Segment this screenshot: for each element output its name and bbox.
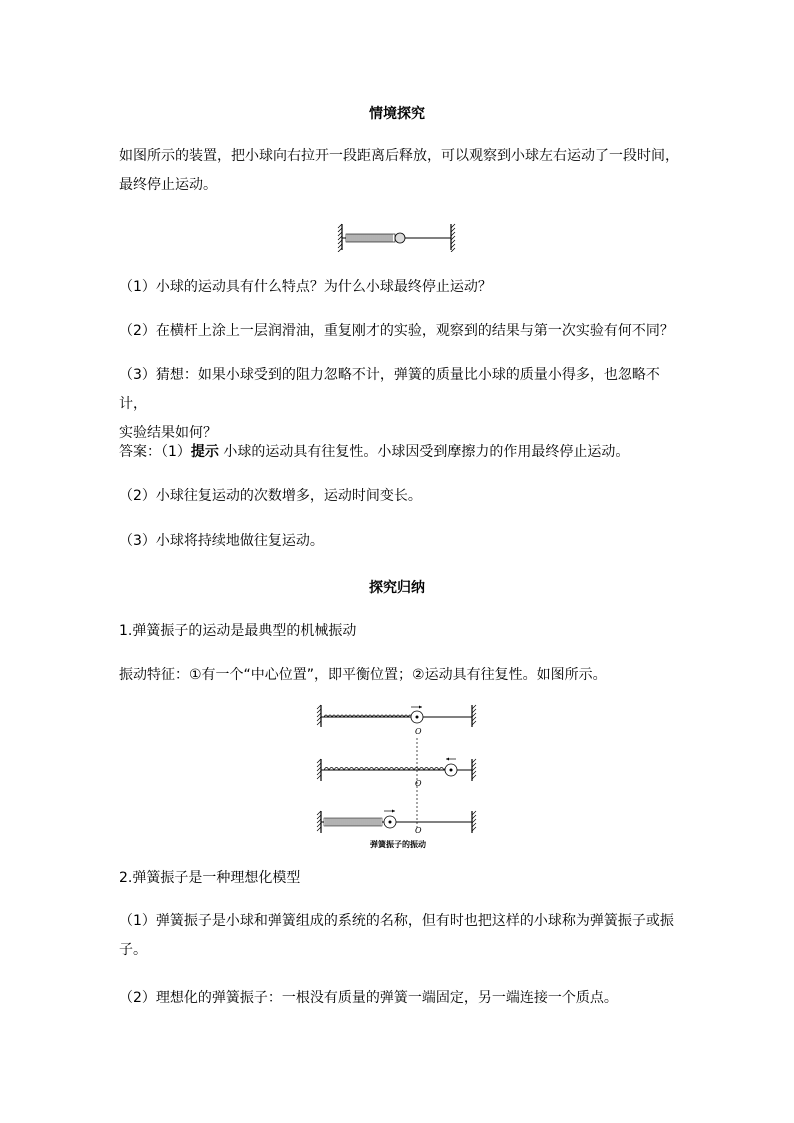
section-title-summary: 探究归纳 (369, 580, 425, 596)
question-3-line-1: （3）猜想：如果小球受到的阻力忽略不计，弹簧的质量比小球的质量小得多，也忽略不计， (119, 367, 660, 412)
answer-1-text: 小球的运动具有往复性。小球因受到摩擦力的作用最终停止运动。 (218, 444, 630, 460)
answer-3: （3）小球将持续地做往复运动。 (119, 533, 324, 549)
intro-line-1: 如图所示的装置，把小球向右拉开一段距离后释放，可以观察到小球左右运动了一段时间， (119, 148, 679, 164)
point-2-item-1-line-2: 子。 (119, 942, 147, 958)
question-3-line-2: 实验结果如何？ (119, 425, 217, 441)
state-row-3 (317, 810, 476, 836)
state-row-1 (317, 705, 476, 736)
answer-2: （2）小球往复运动的次数增多，运动时间变长。 (119, 488, 422, 504)
point-2-item-1 (119, 907, 679, 965)
point-1-feature: 振动特征：①有一个“中心位置”，即平衡位置；②运动具有往复性。如图所示。 (119, 667, 607, 683)
intro-line-2: 最终停止运动。 (119, 177, 217, 193)
question-3 (119, 361, 679, 448)
o-label-1: O (415, 727, 422, 736)
o-label-3: O (415, 826, 422, 835)
section-title-situation: 情境探究 (369, 106, 425, 122)
oscillation-states-figure (316, 703, 478, 853)
figure-caption: 弹簧振子的振动 (370, 840, 426, 849)
answer-1 (119, 438, 679, 467)
answer-prefix: 答案：（1） (119, 444, 191, 460)
point-1-heading: 1.弹簧振子的运动是最典型的机械振动 (119, 623, 357, 639)
point-2-item-2: （2）理想化的弹簧振子：一根没有质量的弹簧一端固定，另一端连接一个质点。 (119, 990, 618, 1006)
point-2-heading: 2.弹簧振子是一种理想化模型 (119, 870, 301, 886)
question-1: （1）小球的运动具有什么特点？为什么小球最终停止运动？ (119, 279, 492, 295)
hint-label: 提示 (190, 444, 219, 460)
o-label-2: O (415, 779, 422, 788)
state-row-2 (317, 758, 476, 789)
point-2-item-1-line-1: （1）弹簧振子是小球和弹簧组成的系统的名称，但有时也把这样的小球称为弹簧振子或振 (119, 913, 674, 929)
spring-apparatus-figure (336, 222, 460, 252)
intro-paragraph (119, 142, 679, 200)
question-2: （2）在横杆上涂上一层润滑油，重复刚才的实验，观察到的结果与第一次实验有何不同？ (119, 323, 674, 339)
